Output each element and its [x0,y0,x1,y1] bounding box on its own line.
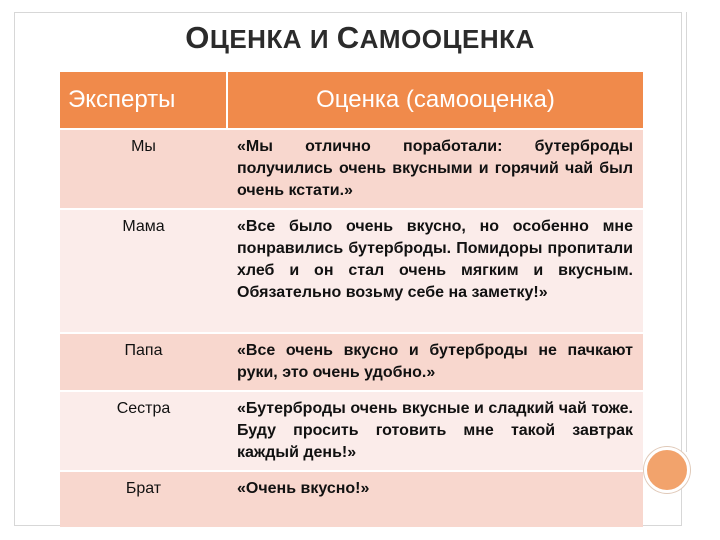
table-header-row [60,72,643,129]
title-first-letter: О [185,20,210,55]
evaluation-cell: «Все очень вкусно и бутерброды не пачкают руки, это очень удобно.» [227,333,643,391]
table-row [60,209,643,333]
evaluation-cell: «Мы отлично поработали: бутерброды получились очень вкусными и горячий чай был очень кстати.» [227,129,643,209]
expert-cell: Мама [60,209,227,333]
slide-title [0,20,720,56]
title-conjunction: И [309,24,330,54]
evaluation-cell: «Все было очень вкусно, но особенно мне понравились бутерброды. Помидоры пропитали хлеб и он стал очень мягким и вкусным. Обязательно возьму себе на заметку!» [227,209,643,333]
table-row [60,333,643,391]
expert-cell: Папа [60,333,227,391]
header-evaluation: Оценка (самооценка) [227,72,643,129]
table-row [60,129,643,209]
title-word3-first-letter: С [336,20,360,55]
slide-frame-line [686,12,687,452]
evaluation-cell: «Очень вкусно!» [227,471,643,527]
evaluation-table [60,72,643,527]
table-row [60,391,643,471]
title-word3-rest: АМООЦЕНКА [359,24,535,54]
header-experts: Эксперты [60,72,227,129]
expert-cell: Мы [60,129,227,209]
title-word1-rest: ЦЕНКА [209,24,303,54]
decorative-circle-icon [644,447,690,493]
table-row [60,471,643,527]
expert-cell: Брат [60,471,227,527]
expert-cell: Сестра [60,391,227,471]
evaluation-cell: «Бутерброды очень вкусные и сладкий чай тоже. Буду просить готовить мне такой завтрак каждый день!» [227,391,643,471]
